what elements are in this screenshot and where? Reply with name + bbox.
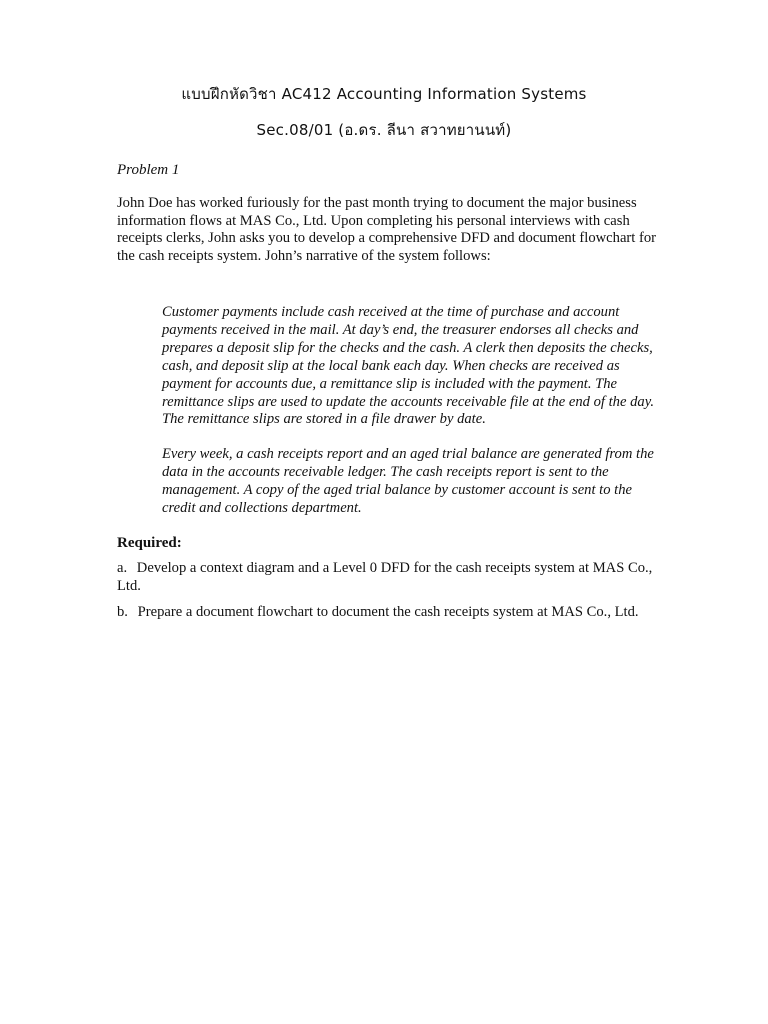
section-instructor: Sec.08/01 (อ.ดร. ลีนา สวาทยานนท์) [256,121,512,139]
narrative-paragraph: Customer payments include cash received at the time of purchase and account payments received in the mail. At day’s end, the treasurer endorses all checks and prepares a deposit slip for the checks and the cash. A clerk then deposits the checks, cash, and deposit slip at the local bank each day. When checks are received as payment for accounts due, a remittance slip is included with the payment. The remittance slips are used to update the accounts receivable file at the end of the day. The remittance slips are stored in a file drawer by date. [162,304,655,428]
item-prefix: b. [117,604,128,620]
problem-intro: John Doe has worked furiously for the past month trying to document the major business information flows at MAS Co., Ltd. Upon completing his personal interviews with cash receipts clerks, John asks you to develop a comprehensive DFD and document flowchart for the cash receipts system. John’s narrative of the system follows: [117,195,657,264]
required-item-a [117,560,657,595]
item-text: Prepare a document flowchart to document the cash receipts system at MAS Co., Ltd. [137,604,639,620]
required-item-b [117,604,657,622]
item-prefix: a. [117,560,128,576]
required-heading: Required: [117,535,182,551]
narrative-paragraph: Every week, a cash receipts report and an aged trial balance are generated from the data in the accounts receivable ledger. The cash receipts report is sent to the management. A copy of the aged trial balance by customer account is sent to the credit and collections department. [162,446,654,516]
problem-title: Problem 1 [117,162,180,178]
item-text: Develop a context diagram and a Level 0 DFD for the cash receipts system at MAS Co., Ltd. [117,560,653,594]
course-title: แบบฝึกหัดวิชา AC412 Accounting Information Systems [181,85,587,103]
